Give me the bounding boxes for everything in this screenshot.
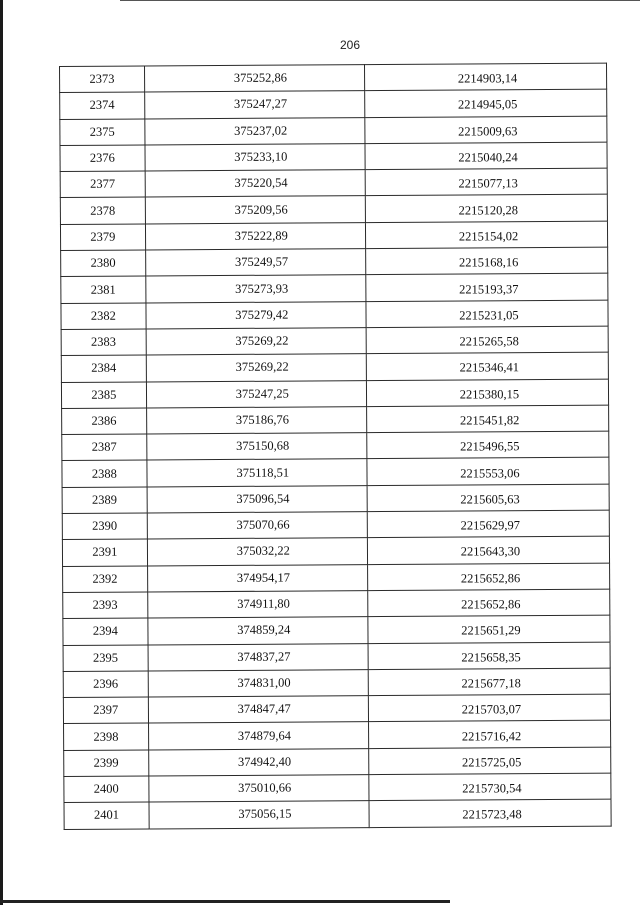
y-coordinate-value: 2215723,48: [462, 807, 522, 823]
point-number-cell: [62, 434, 147, 461]
point-number-value: 2375: [89, 124, 115, 139]
x-coordinate-value: 375247,27: [233, 97, 288, 112]
table-row: [64, 747, 611, 777]
x-coordinate-cell: [146, 433, 366, 461]
point-number-value: 2390: [92, 518, 118, 533]
y-coordinate-value: 2215703,07: [461, 702, 522, 717]
point-number-cell: [60, 197, 145, 224]
point-number-value: 2378: [90, 203, 116, 218]
x-coordinate-cell: [145, 249, 365, 277]
point-number-value: 2398: [93, 729, 119, 744]
y-coordinate-cell: [365, 142, 607, 170]
point-number-value: 2374: [89, 98, 115, 113]
y-coordinate-cell: [368, 694, 610, 722]
x-coordinate-cell: [145, 170, 365, 198]
point-number-value: 2373: [89, 71, 115, 86]
y-coordinate-value: 2215154,02: [458, 229, 519, 244]
y-coordinate-cell: [368, 642, 610, 670]
x-coordinate-cell: [145, 222, 365, 250]
coordinates-table: [59, 63, 612, 830]
point-number-value: 2392: [92, 571, 118, 586]
point-number-value: 2393: [92, 597, 118, 612]
point-number-cell: [64, 723, 149, 750]
x-coordinate-value: 375056,15: [238, 807, 292, 822]
point-number-cell: [63, 566, 148, 593]
y-coordinate-value: 2215643,30: [460, 544, 521, 560]
table-row: [61, 379, 608, 409]
x-coordinate-value: 375222,89: [234, 228, 288, 243]
x-coordinate-value: 375279,42: [235, 307, 289, 322]
point-number-cell: [62, 513, 147, 540]
x-coordinate-value: 374837,27: [237, 649, 291, 664]
y-coordinate-value: 2215553,06: [460, 465, 520, 481]
x-coordinate-cell: [148, 748, 368, 776]
point-number-cell: [63, 671, 148, 698]
y-coordinate-value: 2215231,05: [459, 308, 519, 323]
x-coordinate-cell: [147, 591, 367, 619]
point-number-cell: [61, 355, 146, 382]
table-row: [63, 642, 610, 672]
x-coordinate-cell: [148, 617, 368, 645]
point-number-cell: [61, 382, 146, 409]
x-coordinate-value: 374911,80: [237, 596, 290, 611]
point-number-cell: [61, 329, 146, 356]
point-number-value: 2382: [90, 308, 116, 323]
y-coordinate-value: 2215725,05: [461, 755, 522, 770]
table-row: [60, 168, 607, 198]
x-coordinate-cell: [148, 696, 368, 724]
y-coordinate-value: 2215652,86: [461, 597, 521, 612]
point-number-value: 2381: [90, 282, 116, 297]
x-coordinate-value: 374879,64: [237, 728, 291, 743]
point-number-value: 2383: [90, 334, 117, 349]
x-coordinate-value: 375118,51: [236, 465, 290, 480]
x-coordinate-value: 375237,02: [234, 123, 288, 138]
table-row: [62, 484, 609, 514]
table-row: [64, 721, 611, 751]
point-number-cell: [64, 776, 149, 803]
x-coordinate-value: 375209,56: [234, 202, 288, 217]
y-coordinate-value: 2215730,54: [462, 781, 522, 796]
point-number-value: 2379: [90, 229, 116, 244]
x-coordinate-value: 375010,66: [238, 780, 292, 796]
x-coordinate-cell: [147, 538, 367, 566]
y-coordinate-cell: [368, 589, 610, 617]
point-number-value: 2394: [92, 624, 118, 639]
y-coordinate-value: 2215652,86: [460, 570, 521, 586]
x-coordinate-value: 375247,25: [235, 386, 289, 401]
y-coordinate-value: 2215193,37: [459, 281, 519, 297]
point-number-cell: [63, 592, 148, 619]
y-coordinate-value: 2215009,63: [458, 123, 518, 139]
x-coordinate-value: 374954,17: [236, 570, 291, 585]
table-row: [62, 431, 609, 461]
coordinates-table-body: [60, 63, 612, 829]
y-coordinate-cell: [365, 168, 607, 196]
y-coordinate-value: 2215265,58: [459, 334, 519, 349]
y-coordinate-cell: [368, 721, 610, 749]
x-coordinate-cell: [148, 669, 368, 697]
scan-edge-bottom: [0, 900, 450, 903]
y-coordinate-cell: [365, 247, 607, 275]
table-row: [63, 694, 610, 724]
x-coordinate-cell: [145, 117, 365, 145]
y-coordinate-cell: [367, 536, 609, 564]
x-coordinate-cell: [146, 406, 366, 434]
y-coordinate-value: 2214945,05: [457, 97, 518, 113]
y-coordinate-value: 2215677,18: [461, 676, 521, 691]
point-number-cell: [63, 697, 148, 724]
point-number-value: 2400: [93, 781, 119, 796]
y-coordinate-value: 2215651,29: [461, 623, 521, 638]
scan-edge-left: [0, 0, 3, 905]
point-number-value: 2399: [93, 755, 119, 770]
point-number-cell: [61, 303, 146, 330]
y-coordinate-cell: [367, 431, 609, 459]
point-number-value: 2388: [91, 466, 117, 481]
page-number: 206: [339, 38, 361, 52]
x-coordinate-cell: [146, 301, 366, 329]
y-coordinate-cell: [367, 510, 609, 538]
table-row: [63, 615, 610, 645]
y-coordinate-value: 2214903,14: [457, 71, 518, 86]
table-row: [61, 300, 608, 330]
point-number-value: 2396: [93, 676, 119, 691]
point-number-cell: [62, 408, 147, 435]
y-coordinate-cell: [367, 484, 609, 512]
scan-edge-top: [120, 0, 640, 1]
x-coordinate-value: 374859,24: [237, 622, 291, 638]
x-coordinate-value: 375150,68: [236, 438, 290, 454]
point-number-value: 2385: [91, 387, 117, 402]
table-row: [62, 405, 609, 435]
x-coordinate-value: 374831,00: [237, 675, 291, 690]
y-coordinate-value: 2215496,55: [460, 439, 520, 454]
point-number-cell: [63, 645, 148, 672]
point-number-cell: [60, 66, 145, 93]
point-number-value: 2387: [91, 439, 117, 455]
x-coordinate-cell: [145, 275, 365, 303]
point-number-cell: [61, 276, 146, 303]
y-coordinate-value: 2215077,13: [458, 176, 518, 191]
x-coordinate-value: 375249,57: [234, 254, 289, 270]
y-coordinate-value: 2215716,42: [461, 728, 522, 744]
point-number-value: 2389: [91, 492, 118, 507]
point-number-value: 2386: [91, 413, 117, 428]
point-number-cell: [64, 802, 149, 829]
point-number-cell: [60, 92, 145, 119]
y-coordinate-cell: [368, 668, 610, 696]
x-coordinate-cell: [146, 354, 366, 382]
x-coordinate-value: 375220,54: [234, 175, 288, 191]
table-row: [60, 116, 607, 146]
table-row: [63, 668, 610, 698]
table-row: [63, 589, 610, 619]
y-coordinate-cell: [368, 615, 610, 643]
table-row: [60, 89, 607, 119]
table-row: [64, 773, 611, 803]
table-row: [64, 799, 611, 829]
x-coordinate-cell: [147, 459, 367, 487]
x-coordinate-cell: [146, 380, 366, 408]
point-number-cell: [62, 460, 147, 487]
point-number-value: 2401: [93, 808, 119, 823]
table-row: [60, 142, 607, 172]
y-coordinate-value: 2215040,24: [458, 150, 518, 165]
x-coordinate-cell: [145, 196, 365, 224]
point-number-cell: [60, 171, 145, 198]
y-coordinate-cell: [365, 221, 607, 249]
table-row: [60, 195, 607, 225]
x-coordinate-cell: [147, 485, 367, 513]
table-row: [62, 458, 609, 488]
point-number-cell: [62, 539, 147, 566]
y-coordinate-value: 2215168,16: [458, 255, 519, 270]
y-coordinate-cell: [367, 458, 609, 486]
x-coordinate-value: 375186,76: [235, 412, 290, 427]
table-row: [62, 536, 609, 566]
y-coordinate-cell: [366, 352, 608, 380]
x-coordinate-value: 374942,40: [237, 754, 292, 769]
y-coordinate-cell: [366, 379, 608, 407]
table-row: [61, 274, 608, 304]
x-coordinate-value: 375269,22: [235, 333, 289, 349]
table-row: [61, 352, 608, 382]
point-number-value: 2377: [90, 176, 116, 192]
x-coordinate-value: 375096,54: [236, 491, 290, 506]
y-coordinate-cell: [366, 405, 608, 433]
y-coordinate-cell: [366, 300, 608, 328]
table-row: [61, 326, 608, 356]
x-coordinate-value: 375070,66: [236, 517, 290, 533]
x-coordinate-value: 375269,22: [235, 360, 289, 375]
point-number-value: 2380: [90, 255, 116, 271]
y-coordinate-value: 2215346,41: [459, 360, 520, 375]
point-number-cell: [60, 224, 145, 251]
y-coordinate-cell: [365, 195, 607, 223]
point-number-cell: [63, 618, 148, 645]
x-coordinate-value: 375233,10: [234, 149, 288, 164]
x-coordinate-value: 375032,22: [236, 544, 290, 559]
point-number-cell: [60, 145, 145, 172]
point-number-value: 2376: [89, 150, 115, 165]
table-row: [61, 247, 608, 277]
x-coordinate-cell: [146, 328, 366, 356]
table-row: [60, 221, 607, 251]
point-number-value: 2397: [93, 702, 119, 718]
y-coordinate-value: 2215605,63: [460, 492, 520, 507]
x-coordinate-value: 374847,47: [237, 701, 291, 717]
y-coordinate-cell: [366, 274, 608, 302]
y-coordinate-value: 2215380,15: [459, 386, 520, 402]
x-coordinate-cell: [148, 643, 368, 671]
point-number-cell: [61, 250, 146, 277]
x-coordinate-cell: [145, 144, 365, 172]
x-coordinate-cell: [144, 91, 364, 119]
x-coordinate-cell: [147, 564, 367, 592]
y-coordinate-value: 2215629,97: [460, 518, 520, 533]
y-coordinate-cell: [369, 747, 611, 775]
x-coordinate-value: 375252,86: [233, 70, 287, 86]
x-coordinate-value: 375273,93: [235, 281, 289, 296]
y-coordinate-cell: [367, 563, 609, 591]
y-coordinate-value: 2215451,82: [459, 413, 520, 428]
y-coordinate-cell: [366, 326, 608, 354]
y-coordinate-value: 2215658,35: [461, 649, 521, 665]
x-coordinate-cell: [147, 512, 367, 540]
point-number-cell: [62, 487, 147, 514]
y-coordinate-cell: [365, 89, 607, 117]
point-number-value: 2384: [91, 361, 117, 376]
x-coordinate-cell: [149, 775, 369, 803]
y-coordinate-cell: [364, 63, 606, 91]
table-row: [60, 63, 607, 93]
point-number-value: 2391: [92, 545, 118, 560]
table-row: [63, 563, 610, 593]
y-coordinate-cell: [365, 116, 607, 144]
x-coordinate-cell: [144, 65, 364, 93]
x-coordinate-cell: [149, 801, 369, 829]
y-coordinate-cell: [369, 773, 611, 801]
point-number-cell: [64, 750, 149, 777]
point-number-cell: [60, 119, 145, 146]
x-coordinate-cell: [148, 722, 368, 750]
point-number-value: 2395: [92, 650, 118, 665]
y-coordinate-value: 2215120,28: [458, 202, 519, 218]
table-row: [62, 510, 609, 540]
y-coordinate-cell: [369, 799, 611, 827]
